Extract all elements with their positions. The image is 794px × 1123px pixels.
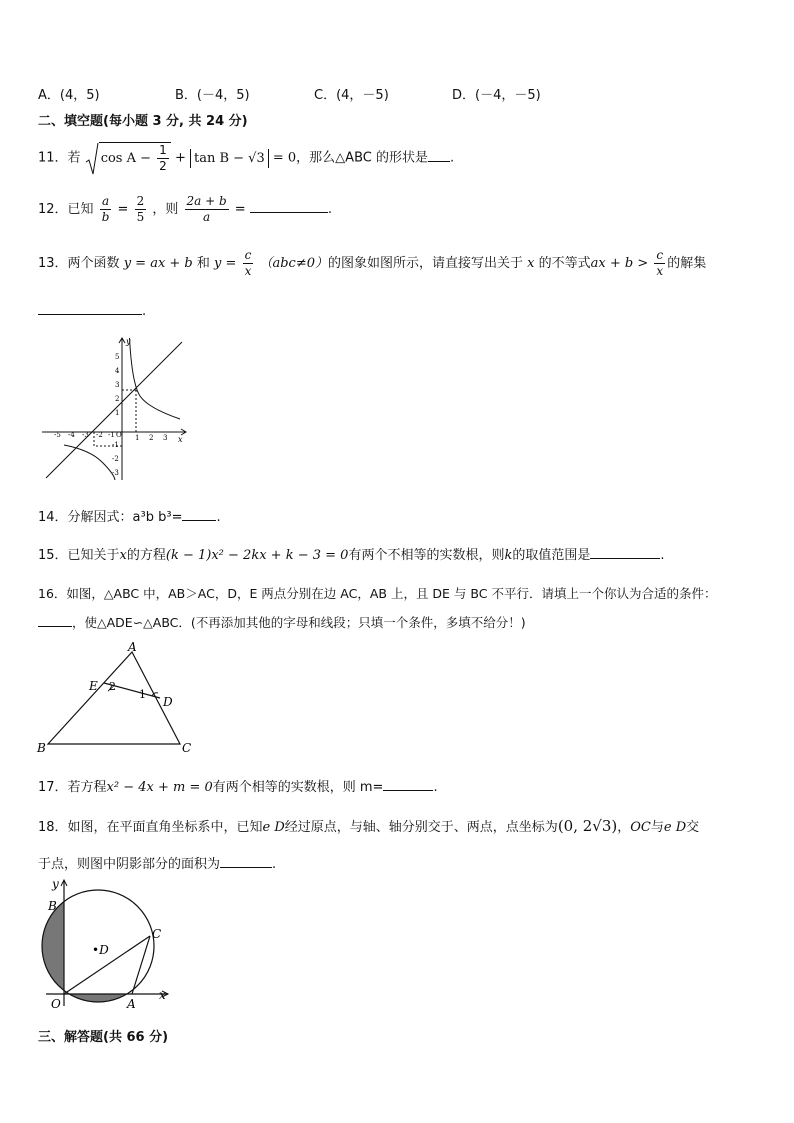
svg-text:2: 2 (149, 434, 154, 442)
svg-text:-2: -2 (96, 431, 103, 439)
sqrt-expression: cos A − $\frac{1}{2}$ (99, 142, 171, 174)
question-16-line1: 16．如图，△ABC 中，AB＞AC，D，E 两点分别在边 AC，AB 上，且 DE 与 BC 不平行．请填上一个你认为合适的条件： (38, 586, 717, 601)
choice-d: D．(－4，－5) (452, 88, 541, 103)
svg-text:3: 3 (163, 434, 168, 442)
answer-blank-17[interactable] (383, 778, 433, 791)
triangle-figure-16 (34, 638, 204, 758)
hyperbola-branch-negative (64, 445, 115, 480)
answer-blank-16[interactable] (38, 614, 72, 627)
vertex-b: B (37, 741, 46, 755)
svg-text:O: O (116, 431, 122, 439)
angle-1-label: 1 (139, 688, 146, 701)
svg-text:2: 2 (115, 395, 120, 403)
hyperbola-branch-positive (130, 338, 181, 419)
svg-text:-4: -4 (68, 431, 75, 439)
answer-blank-13[interactable] (38, 302, 142, 315)
question-18-line2: 于点，则图中阴影部分的面积为 . (38, 857, 277, 872)
answer-blank-15[interactable] (590, 546, 660, 559)
point-d-center: •D (92, 943, 109, 957)
answer-blank-11[interactable] (428, 149, 450, 162)
y-axis-label: y (52, 877, 59, 891)
svg-text:-3: -3 (82, 431, 89, 439)
fraction-one-half: $\frac{1}{2}$ (159, 143, 167, 173)
choice-b: B．(－4，5) (175, 88, 250, 103)
question-16-line2: ，使△ADE∽△ABC．(不再添加其他的字母和线段；只填一个条件，多填不给分！) (38, 613, 526, 631)
section-2-heading: 二、填空题(每小题 3 分, 共 24 分) (38, 114, 248, 129)
circle-figure-18 (36, 876, 176, 1014)
question-14: 14．分解因式：a³b b³= . (38, 510, 221, 525)
choice-c: C．(4，－5) (314, 88, 389, 103)
function-graph-13 (40, 334, 190, 482)
svg-text:4: 4 (115, 367, 120, 375)
section-3-heading: 三、解答题(共 66 分) (38, 1030, 169, 1045)
vertex-c: C (182, 741, 192, 755)
answer-blank-14[interactable] (182, 508, 216, 521)
y-axis-label: y (126, 337, 131, 346)
vertex-a: A (128, 640, 137, 654)
question-18-line1: 18．如图，在平面直角坐标系中，已知e D经过原点，与轴、轴分别交于、两点，点坐标为(0, 2√3)，OC与e D交 (38, 817, 700, 835)
question-12: 12．已知 $\frac{a}{b}$ = $\frac{2}{5}$ ，则 $\frac{2a + b}{a}$ = . (38, 194, 332, 224)
x-axis-label: x (159, 988, 166, 1002)
svg-text:-3: -3 (112, 469, 119, 477)
svg-text:3: 3 (115, 381, 120, 389)
answer-blank-13-row: . (38, 302, 146, 319)
svg-text:1: 1 (115, 409, 120, 417)
abs-expression: tan B − √3 (190, 149, 269, 168)
x-axis-label: x (178, 435, 183, 444)
svg-text:-2: -2 (112, 455, 119, 463)
point-a: A (127, 997, 136, 1011)
answer-blank-12[interactable] (250, 200, 328, 213)
point-d: D (163, 695, 173, 709)
choice-a: A．(4，5) (38, 88, 100, 103)
answer-blank-18[interactable] (220, 855, 272, 868)
question-13: 13．两个函数 y = ax + b 和 y = $\frac{c}{x}$ （abc≠0）的图象如图所示，请直接写出关于 x 的不等式ax + b > $\frac{c}{x}$ 的解集 (38, 248, 707, 278)
shaded-region (36, 876, 124, 1014)
point-b: B (48, 899, 57, 913)
question-15: 15．已知关于x的方程(k − 1)x² − 2kx + k − 3 = 0有两个不相等的实数根，则k的取值范围是 . (38, 548, 665, 563)
angle-2-label: 2 (109, 680, 116, 693)
question-17: 17．若方程x² − 4x + m = 0有两个相等的实数根，则 m= . (38, 780, 438, 795)
question-11: 11．若 cos A − $\frac{1}{2}$ + tan B − √3 = 0，那么△ABC 的形状是 . (38, 143, 455, 173)
origin-o: O (51, 997, 61, 1011)
point-c: C (152, 927, 162, 941)
svg-text:-1: -1 (112, 441, 119, 449)
svg-text:-5: -5 (54, 431, 61, 439)
point-e: E (89, 679, 98, 693)
svg-text:5: 5 (115, 353, 120, 361)
svg-text:1: 1 (135, 434, 140, 442)
svg-text:-1: -1 (108, 431, 115, 439)
